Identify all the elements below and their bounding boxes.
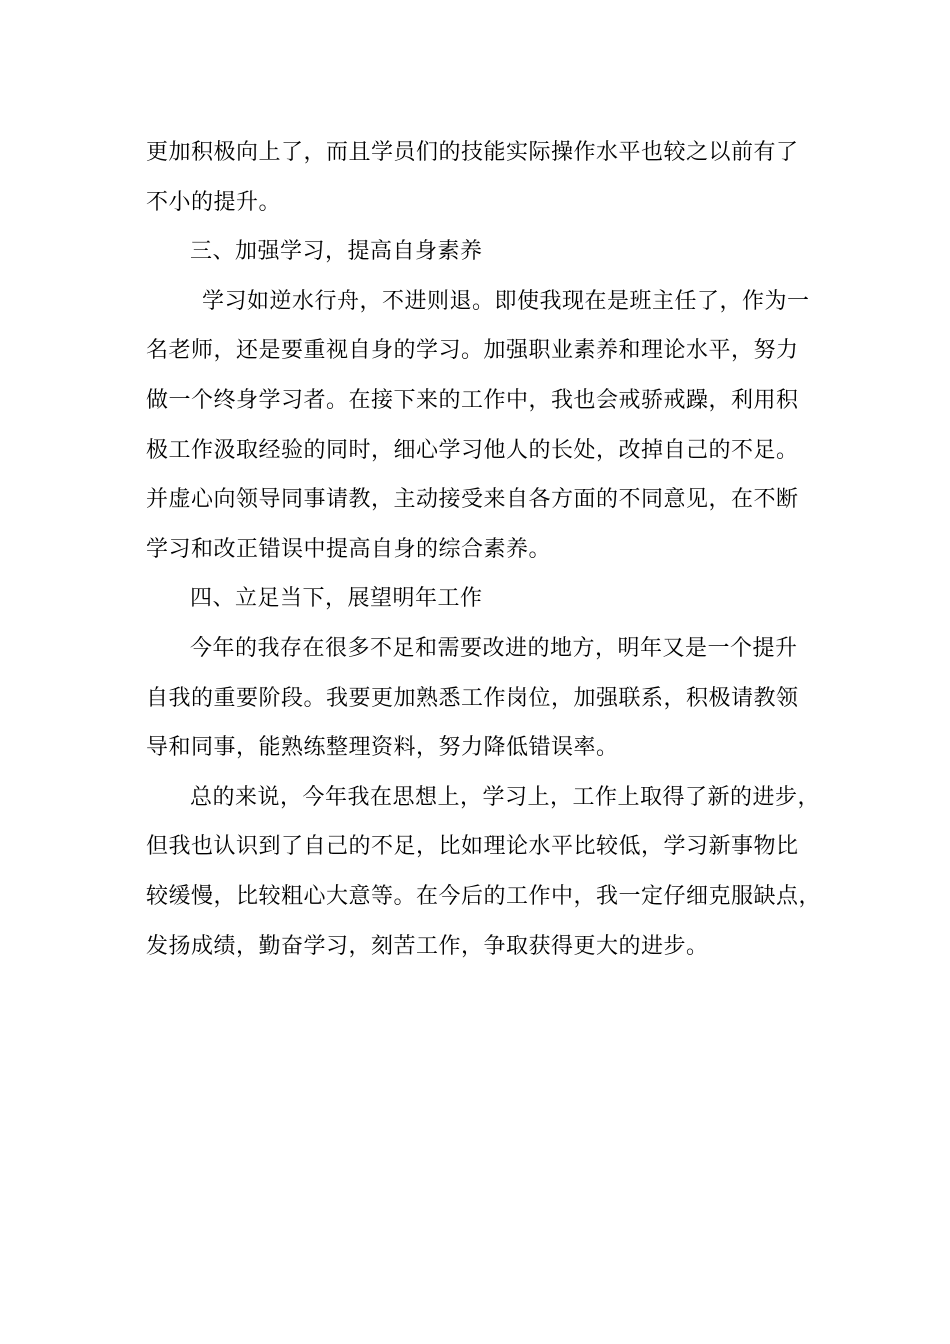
paragraph-line: 名老师，还是要重视自身的学习。加强职业素养和理论水平，努力 bbox=[146, 338, 799, 364]
paragraph-line: 不小的提升。 bbox=[146, 189, 282, 215]
section-heading: 四、立足当下，展望明年工作 bbox=[190, 586, 483, 612]
paragraph-line: 较缓慢，比较粗心大意等。在今后的工作中，我一定仔细克服缺点， bbox=[146, 883, 822, 909]
document-body bbox=[146, 128, 836, 971]
paragraph-line: 自我的重要阶段。我要更加熟悉工作岗位，加强联系，积极请教领 bbox=[146, 685, 799, 711]
paragraph-line: 并虚心向领导同事请教，主动接受来自各方面的不同意见，在不断 bbox=[146, 487, 799, 513]
paragraph-line: 做一个终身学习者。在接下来的工作中，我也会戒骄戒躁，利用积 bbox=[146, 387, 799, 413]
paragraph-line: 总的来说，今年我在思想上，学习上，工作上取得了新的进步， bbox=[190, 784, 821, 810]
paragraph-line: 今年的我存在很多不足和需要改进的地方，明年又是一个提升 bbox=[190, 635, 798, 661]
paragraph-line: 更加积极向上了，而且学员们的技能实际操作水平也较之以前有了 bbox=[146, 140, 799, 165]
paragraph-line: 导和同事，能熟练整理资料，努力降低错误率。 bbox=[146, 735, 619, 761]
paragraph-line: 学习和改正错误中提高自身的综合素养。 bbox=[146, 536, 552, 562]
section-heading: 三、加强学习，提高自身素养 bbox=[190, 239, 483, 265]
paragraph-line: 学习如逆水行舟，不进则退。即使我现在是班主任了，作为一 bbox=[202, 288, 810, 314]
paragraph-line: 极工作汲取经验的同时，细心学习他人的长处，改掉自己的不足。 bbox=[146, 437, 799, 463]
paragraph-line: 发扬成绩，勤奋学习，刻苦工作，争取获得更大的进步。 bbox=[146, 933, 709, 959]
paragraph-line: 但我也认识到了自己的不足，比如理论水平比较低，学习新事物比 bbox=[146, 834, 799, 860]
